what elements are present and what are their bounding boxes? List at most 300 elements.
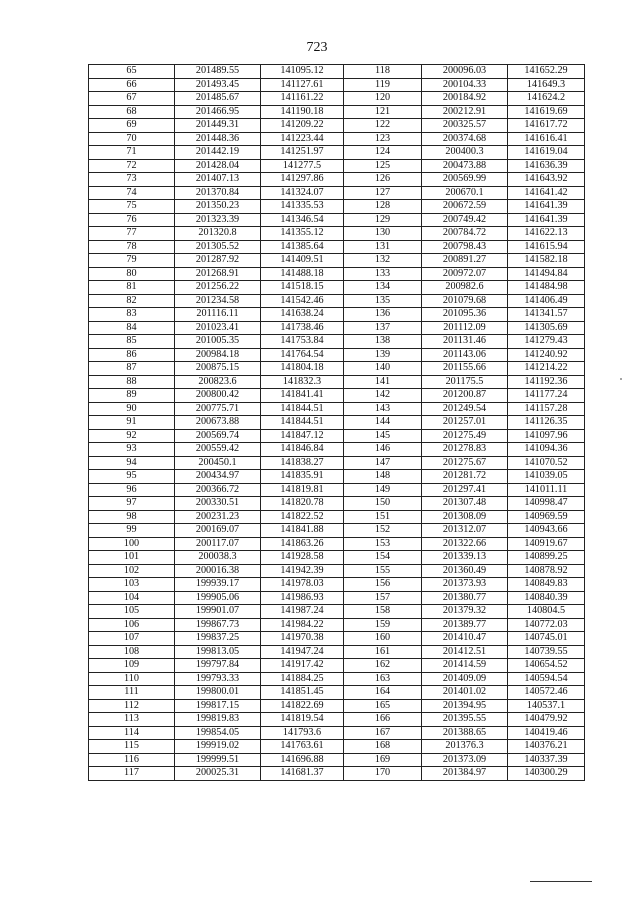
left-x-coordinate-cell: 200366.72	[175, 483, 261, 497]
left-y-coordinate-cell: 141638.24	[261, 308, 344, 322]
left-x-coordinate-cell: 199797.84	[175, 659, 261, 673]
left-x-coordinate-cell: 201407.13	[175, 173, 261, 187]
table-row	[89, 119, 585, 133]
left-point-number-cell: 115	[89, 740, 175, 754]
right-point-number-cell: 121	[344, 105, 422, 119]
left-x-coordinate-cell: 201428.04	[175, 159, 261, 173]
right-y-coordinate-cell: 141624.2	[508, 92, 585, 106]
left-point-number-cell: 78	[89, 240, 175, 254]
right-x-coordinate-cell: 200784.72	[422, 227, 508, 241]
table-row	[89, 699, 585, 713]
left-point-number-cell: 89	[89, 389, 175, 403]
left-x-coordinate-cell: 200984.18	[175, 348, 261, 362]
right-point-number-cell: 123	[344, 132, 422, 146]
left-x-coordinate-cell: 201485.67	[175, 92, 261, 106]
right-x-coordinate-cell: 201257.01	[422, 416, 508, 430]
left-x-coordinate-cell: 200016.38	[175, 564, 261, 578]
right-x-coordinate-cell: 201312.07	[422, 524, 508, 538]
left-x-coordinate-cell: 199819.83	[175, 713, 261, 727]
table-row	[89, 429, 585, 443]
right-point-number-cell: 128	[344, 200, 422, 214]
right-y-coordinate-cell: 140594.54	[508, 672, 585, 686]
right-point-number-cell: 122	[344, 119, 422, 133]
left-y-coordinate-cell: 141696.88	[261, 753, 344, 767]
left-y-coordinate-cell: 141209.22	[261, 119, 344, 133]
left-point-number-cell: 75	[89, 200, 175, 214]
right-point-number-cell: 154	[344, 551, 422, 565]
left-y-coordinate-cell: 141297.86	[261, 173, 344, 187]
left-point-number-cell: 70	[89, 132, 175, 146]
left-y-coordinate-cell: 141223.44	[261, 132, 344, 146]
left-x-coordinate-cell: 201442.19	[175, 146, 261, 160]
left-point-number-cell: 91	[89, 416, 175, 430]
table-row	[89, 672, 585, 686]
table-row	[89, 227, 585, 241]
right-x-coordinate-cell: 201308.09	[422, 510, 508, 524]
table-row	[89, 159, 585, 173]
right-y-coordinate-cell: 141240.92	[508, 348, 585, 362]
right-x-coordinate-cell: 201410.47	[422, 632, 508, 646]
left-point-number-cell: 68	[89, 105, 175, 119]
right-x-coordinate-cell: 201155.66	[422, 362, 508, 376]
left-y-coordinate-cell: 141324.07	[261, 186, 344, 200]
table-row	[89, 294, 585, 308]
left-y-coordinate-cell: 141984.22	[261, 618, 344, 632]
left-x-coordinate-cell: 200800.42	[175, 389, 261, 403]
left-point-number-cell: 87	[89, 362, 175, 376]
left-x-coordinate-cell: 200169.07	[175, 524, 261, 538]
right-y-coordinate-cell: 140840.39	[508, 591, 585, 605]
right-y-coordinate-cell: 141097.96	[508, 429, 585, 443]
right-y-coordinate-cell: 140537.1	[508, 699, 585, 713]
right-x-coordinate-cell: 200749.42	[422, 213, 508, 227]
right-point-number-cell: 152	[344, 524, 422, 538]
right-point-number-cell: 153	[344, 537, 422, 551]
table-row	[89, 470, 585, 484]
left-point-number-cell: 80	[89, 267, 175, 281]
left-x-coordinate-cell: 200330.51	[175, 497, 261, 511]
right-point-number-cell: 135	[344, 294, 422, 308]
table-row	[89, 726, 585, 740]
right-x-coordinate-cell: 200982.6	[422, 281, 508, 295]
right-x-coordinate-cell: 201395.55	[422, 713, 508, 727]
right-point-number-cell: 136	[344, 308, 422, 322]
right-point-number-cell: 130	[344, 227, 422, 241]
left-x-coordinate-cell: 199919.02	[175, 740, 261, 754]
left-y-coordinate-cell: 141335.53	[261, 200, 344, 214]
right-y-coordinate-cell: 140739.55	[508, 645, 585, 659]
left-x-coordinate-cell: 199817.15	[175, 699, 261, 713]
left-x-coordinate-cell: 200823.6	[175, 375, 261, 389]
right-x-coordinate-cell: 201414.59	[422, 659, 508, 673]
table-row	[89, 767, 585, 781]
left-y-coordinate-cell: 141804.18	[261, 362, 344, 376]
table-row	[89, 281, 585, 295]
left-y-coordinate-cell: 141917.42	[261, 659, 344, 673]
right-y-coordinate-cell: 140479.92	[508, 713, 585, 727]
right-point-number-cell: 119	[344, 78, 422, 92]
left-point-number-cell: 117	[89, 767, 175, 781]
left-y-coordinate-cell: 141863.26	[261, 537, 344, 551]
right-x-coordinate-cell: 201412.51	[422, 645, 508, 659]
right-point-number-cell: 137	[344, 321, 422, 335]
left-point-number-cell: 76	[89, 213, 175, 227]
left-point-number-cell: 83	[89, 308, 175, 322]
left-point-number-cell: 104	[89, 591, 175, 605]
right-x-coordinate-cell: 200473.88	[422, 159, 508, 173]
left-y-coordinate-cell: 141127.61	[261, 78, 344, 92]
right-point-number-cell: 141	[344, 375, 422, 389]
left-x-coordinate-cell: 199939.17	[175, 578, 261, 592]
right-x-coordinate-cell: 200672.59	[422, 200, 508, 214]
left-y-coordinate-cell: 141846.84	[261, 443, 344, 457]
right-point-number-cell: 161	[344, 645, 422, 659]
left-y-coordinate-cell: 141518.15	[261, 281, 344, 295]
right-point-number-cell: 143	[344, 402, 422, 416]
left-x-coordinate-cell: 199813.05	[175, 645, 261, 659]
right-y-coordinate-cell: 141619.04	[508, 146, 585, 160]
right-point-number-cell: 164	[344, 686, 422, 700]
left-y-coordinate-cell: 141819.54	[261, 713, 344, 727]
left-point-number-cell: 106	[89, 618, 175, 632]
right-point-number-cell: 145	[344, 429, 422, 443]
right-x-coordinate-cell: 200096.03	[422, 65, 508, 79]
right-x-coordinate-cell: 201200.87	[422, 389, 508, 403]
right-y-coordinate-cell: 141157.28	[508, 402, 585, 416]
right-y-coordinate-cell: 141643.92	[508, 173, 585, 187]
left-point-number-cell: 82	[89, 294, 175, 308]
table-row	[89, 335, 585, 349]
right-point-number-cell: 132	[344, 254, 422, 268]
left-y-coordinate-cell: 141738.46	[261, 321, 344, 335]
right-y-coordinate-cell: 141617.72	[508, 119, 585, 133]
right-y-coordinate-cell: 140419.46	[508, 726, 585, 740]
right-y-coordinate-cell: 141192.36	[508, 375, 585, 389]
left-y-coordinate-cell: 141819.81	[261, 483, 344, 497]
right-y-coordinate-cell: 141616.41	[508, 132, 585, 146]
left-x-coordinate-cell: 200673.88	[175, 416, 261, 430]
left-point-number-cell: 93	[89, 443, 175, 457]
left-y-coordinate-cell: 141251.97	[261, 146, 344, 160]
right-point-number-cell: 166	[344, 713, 422, 727]
left-y-coordinate-cell: 141763.61	[261, 740, 344, 754]
left-x-coordinate-cell: 201005.35	[175, 335, 261, 349]
left-y-coordinate-cell: 141161.22	[261, 92, 344, 106]
right-x-coordinate-cell: 201339.13	[422, 551, 508, 565]
right-x-coordinate-cell: 201373.09	[422, 753, 508, 767]
left-x-coordinate-cell: 199800.01	[175, 686, 261, 700]
left-y-coordinate-cell: 141355.12	[261, 227, 344, 241]
left-x-coordinate-cell: 199901.07	[175, 605, 261, 619]
table-row	[89, 618, 585, 632]
left-point-number-cell: 95	[89, 470, 175, 484]
left-x-coordinate-cell: 199999.51	[175, 753, 261, 767]
left-x-coordinate-cell: 200559.42	[175, 443, 261, 457]
left-y-coordinate-cell: 141928.58	[261, 551, 344, 565]
margin-dot	[620, 378, 622, 380]
right-point-number-cell: 131	[344, 240, 422, 254]
left-x-coordinate-cell: 199905.06	[175, 591, 261, 605]
left-point-number-cell: 114	[89, 726, 175, 740]
right-point-number-cell: 155	[344, 564, 422, 578]
left-y-coordinate-cell: 141820.78	[261, 497, 344, 511]
right-x-coordinate-cell: 200670.1	[422, 186, 508, 200]
table-row	[89, 564, 585, 578]
table-row	[89, 537, 585, 551]
right-point-number-cell: 139	[344, 348, 422, 362]
right-x-coordinate-cell: 201394.95	[422, 699, 508, 713]
left-point-number-cell: 72	[89, 159, 175, 173]
right-y-coordinate-cell: 141214.22	[508, 362, 585, 376]
left-x-coordinate-cell: 201489.55	[175, 65, 261, 79]
right-x-coordinate-cell: 200104.33	[422, 78, 508, 92]
table-row	[89, 254, 585, 268]
right-point-number-cell: 165	[344, 699, 422, 713]
left-y-coordinate-cell: 141942.39	[261, 564, 344, 578]
right-x-coordinate-cell: 201307.48	[422, 497, 508, 511]
left-point-number-cell: 67	[89, 92, 175, 106]
left-point-number-cell: 69	[89, 119, 175, 133]
left-x-coordinate-cell: 200025.31	[175, 767, 261, 781]
table-row	[89, 240, 585, 254]
right-x-coordinate-cell: 201079.68	[422, 294, 508, 308]
table-row	[89, 146, 585, 160]
right-y-coordinate-cell: 141341.57	[508, 308, 585, 322]
right-point-number-cell: 138	[344, 335, 422, 349]
left-x-coordinate-cell: 201466.95	[175, 105, 261, 119]
right-x-coordinate-cell: 201112.09	[422, 321, 508, 335]
left-y-coordinate-cell: 141822.69	[261, 699, 344, 713]
right-y-coordinate-cell: 141126.35	[508, 416, 585, 430]
table-row	[89, 497, 585, 511]
left-point-number-cell: 99	[89, 524, 175, 538]
left-x-coordinate-cell: 201268.91	[175, 267, 261, 281]
right-point-number-cell: 157	[344, 591, 422, 605]
left-point-number-cell: 88	[89, 375, 175, 389]
left-x-coordinate-cell: 199793.33	[175, 672, 261, 686]
right-x-coordinate-cell: 200184.92	[422, 92, 508, 106]
right-x-coordinate-cell: 201143.06	[422, 348, 508, 362]
left-point-number-cell: 71	[89, 146, 175, 160]
right-y-coordinate-cell: 140745.01	[508, 632, 585, 646]
left-x-coordinate-cell: 201323.39	[175, 213, 261, 227]
left-y-coordinate-cell: 141851.45	[261, 686, 344, 700]
right-x-coordinate-cell: 201379.32	[422, 605, 508, 619]
left-point-number-cell: 79	[89, 254, 175, 268]
right-y-coordinate-cell: 140804.5	[508, 605, 585, 619]
table-row	[89, 213, 585, 227]
left-point-number-cell: 74	[89, 186, 175, 200]
table-row	[89, 416, 585, 430]
right-point-number-cell: 167	[344, 726, 422, 740]
left-x-coordinate-cell: 201320.8	[175, 227, 261, 241]
right-y-coordinate-cell: 141622.13	[508, 227, 585, 241]
right-point-number-cell: 129	[344, 213, 422, 227]
left-x-coordinate-cell: 201256.22	[175, 281, 261, 295]
left-point-number-cell: 86	[89, 348, 175, 362]
table-row	[89, 65, 585, 79]
left-y-coordinate-cell: 141764.54	[261, 348, 344, 362]
coordinates-table	[88, 64, 585, 781]
left-y-coordinate-cell: 141844.51	[261, 402, 344, 416]
table-row	[89, 200, 585, 214]
right-y-coordinate-cell: 141582.18	[508, 254, 585, 268]
right-point-number-cell: 142	[344, 389, 422, 403]
right-y-coordinate-cell: 141652.29	[508, 65, 585, 79]
right-point-number-cell: 124	[344, 146, 422, 160]
right-point-number-cell: 149	[344, 483, 422, 497]
right-x-coordinate-cell: 200400.3	[422, 146, 508, 160]
table-row	[89, 321, 585, 335]
left-y-coordinate-cell: 141542.46	[261, 294, 344, 308]
right-y-coordinate-cell: 140943.66	[508, 524, 585, 538]
right-y-coordinate-cell: 140572.46	[508, 686, 585, 700]
table-row	[89, 443, 585, 457]
right-y-coordinate-cell: 140899.25	[508, 551, 585, 565]
right-point-number-cell: 140	[344, 362, 422, 376]
right-y-coordinate-cell: 141641.42	[508, 186, 585, 200]
table-row	[89, 753, 585, 767]
left-point-number-cell: 85	[89, 335, 175, 349]
left-y-coordinate-cell: 141346.54	[261, 213, 344, 227]
right-x-coordinate-cell: 200374.68	[422, 132, 508, 146]
right-y-coordinate-cell: 140300.29	[508, 767, 585, 781]
left-x-coordinate-cell: 199867.73	[175, 618, 261, 632]
right-y-coordinate-cell: 140772.03	[508, 618, 585, 632]
left-point-number-cell: 94	[89, 456, 175, 470]
left-x-coordinate-cell: 200434.97	[175, 470, 261, 484]
left-y-coordinate-cell: 141970.38	[261, 632, 344, 646]
left-x-coordinate-cell: 200450.1	[175, 456, 261, 470]
right-point-number-cell: 159	[344, 618, 422, 632]
right-point-number-cell: 162	[344, 659, 422, 673]
right-x-coordinate-cell: 200569.99	[422, 173, 508, 187]
left-y-coordinate-cell: 141838.27	[261, 456, 344, 470]
page-number: 723	[306, 40, 328, 55]
table-row	[89, 713, 585, 727]
left-x-coordinate-cell: 201493.45	[175, 78, 261, 92]
left-y-coordinate-cell: 141947.24	[261, 645, 344, 659]
right-point-number-cell: 150	[344, 497, 422, 511]
left-point-number-cell: 97	[89, 497, 175, 511]
left-x-coordinate-cell: 201234.58	[175, 294, 261, 308]
right-y-coordinate-cell: 140376.21	[508, 740, 585, 754]
footer-rule	[530, 881, 592, 882]
right-y-coordinate-cell: 140969.59	[508, 510, 585, 524]
left-point-number-cell: 107	[89, 632, 175, 646]
right-x-coordinate-cell: 201380.77	[422, 591, 508, 605]
left-y-coordinate-cell: 141488.18	[261, 267, 344, 281]
right-point-number-cell: 126	[344, 173, 422, 187]
left-y-coordinate-cell: 141277.5	[261, 159, 344, 173]
right-x-coordinate-cell: 200891.27	[422, 254, 508, 268]
right-point-number-cell: 147	[344, 456, 422, 470]
table-row	[89, 348, 585, 362]
right-point-number-cell: 170	[344, 767, 422, 781]
right-point-number-cell: 146	[344, 443, 422, 457]
right-y-coordinate-cell: 141279.43	[508, 335, 585, 349]
left-x-coordinate-cell: 200117.07	[175, 537, 261, 551]
left-y-coordinate-cell: 141844.51	[261, 416, 344, 430]
left-y-coordinate-cell: 141190.18	[261, 105, 344, 119]
table-row	[89, 551, 585, 565]
right-x-coordinate-cell: 201275.49	[422, 429, 508, 443]
right-y-coordinate-cell: 141039.05	[508, 470, 585, 484]
left-x-coordinate-cell: 201448.36	[175, 132, 261, 146]
table-row	[89, 740, 585, 754]
table-row	[89, 578, 585, 592]
left-point-number-cell: 109	[89, 659, 175, 673]
table-row	[89, 308, 585, 322]
right-x-coordinate-cell: 200798.43	[422, 240, 508, 254]
left-x-coordinate-cell: 201350.23	[175, 200, 261, 214]
left-y-coordinate-cell: 141987.24	[261, 605, 344, 619]
left-point-number-cell: 101	[89, 551, 175, 565]
left-point-number-cell: 111	[89, 686, 175, 700]
right-x-coordinate-cell: 201322.66	[422, 537, 508, 551]
right-y-coordinate-cell: 141494.84	[508, 267, 585, 281]
left-point-number-cell: 98	[89, 510, 175, 524]
table-row	[89, 483, 585, 497]
right-y-coordinate-cell: 140337.39	[508, 753, 585, 767]
left-point-number-cell: 116	[89, 753, 175, 767]
right-point-number-cell: 163	[344, 672, 422, 686]
left-point-number-cell: 105	[89, 605, 175, 619]
left-x-coordinate-cell: 200231.23	[175, 510, 261, 524]
right-y-coordinate-cell: 141177.24	[508, 389, 585, 403]
table-row	[89, 686, 585, 700]
right-y-coordinate-cell: 140998.47	[508, 497, 585, 511]
left-x-coordinate-cell: 201305.52	[175, 240, 261, 254]
right-x-coordinate-cell: 201249.54	[422, 402, 508, 416]
left-y-coordinate-cell: 141835.91	[261, 470, 344, 484]
right-point-number-cell: 148	[344, 470, 422, 484]
right-point-number-cell: 144	[344, 416, 422, 430]
right-x-coordinate-cell: 201388.65	[422, 726, 508, 740]
right-y-coordinate-cell: 141305.69	[508, 321, 585, 335]
right-x-coordinate-cell: 201389.77	[422, 618, 508, 632]
right-y-coordinate-cell: 141011.11	[508, 483, 585, 497]
right-x-coordinate-cell: 201281.72	[422, 470, 508, 484]
right-point-number-cell: 160	[344, 632, 422, 646]
right-y-coordinate-cell: 141484.98	[508, 281, 585, 295]
right-point-number-cell: 120	[344, 92, 422, 106]
right-x-coordinate-cell: 201401.02	[422, 686, 508, 700]
right-point-number-cell: 151	[344, 510, 422, 524]
left-point-number-cell: 113	[89, 713, 175, 727]
table-row	[89, 632, 585, 646]
left-y-coordinate-cell: 141978.03	[261, 578, 344, 592]
left-point-number-cell: 96	[89, 483, 175, 497]
table-row	[89, 402, 585, 416]
right-x-coordinate-cell: 201131.46	[422, 335, 508, 349]
left-y-coordinate-cell: 141385.64	[261, 240, 344, 254]
right-point-number-cell: 118	[344, 65, 422, 79]
table-row	[89, 456, 585, 470]
left-point-number-cell: 92	[89, 429, 175, 443]
coordinates-table-body	[89, 65, 585, 781]
left-y-coordinate-cell: 141822.52	[261, 510, 344, 524]
left-point-number-cell: 112	[89, 699, 175, 713]
right-point-number-cell: 156	[344, 578, 422, 592]
right-y-coordinate-cell: 141641.39	[508, 213, 585, 227]
right-x-coordinate-cell: 201175.5	[422, 375, 508, 389]
left-y-coordinate-cell: 141884.25	[261, 672, 344, 686]
right-y-coordinate-cell: 141619.69	[508, 105, 585, 119]
right-point-number-cell: 125	[344, 159, 422, 173]
left-y-coordinate-cell: 141847.12	[261, 429, 344, 443]
table-row	[89, 389, 585, 403]
